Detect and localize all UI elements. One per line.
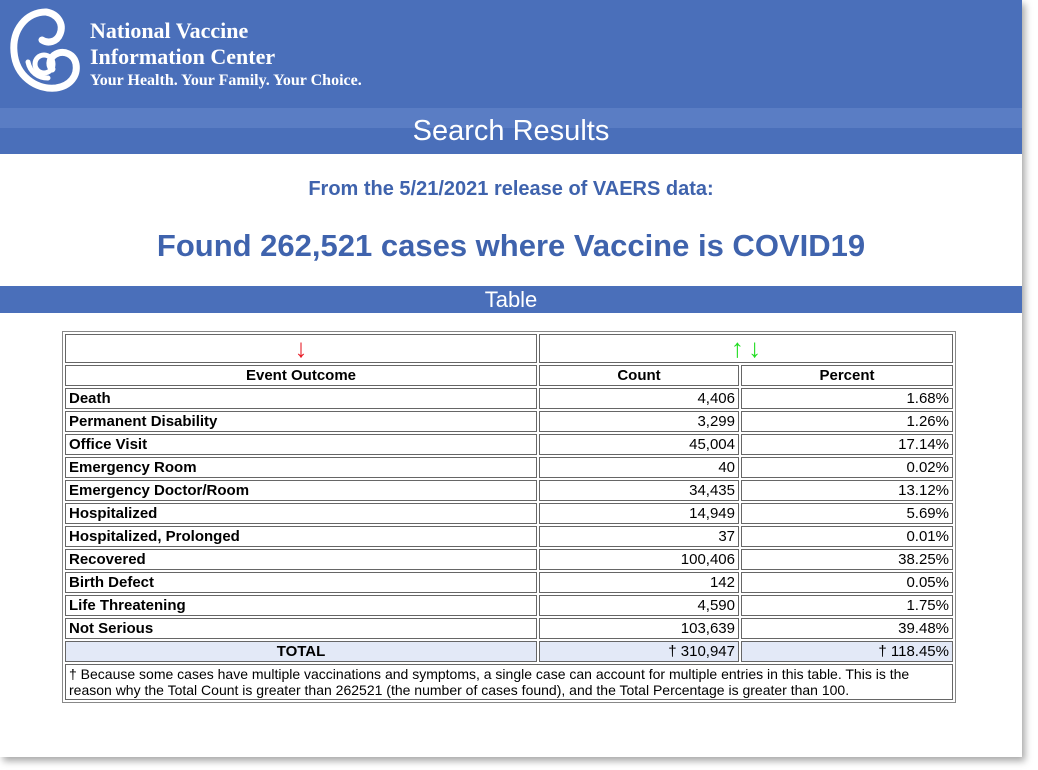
outcome-cell: Recovered (65, 549, 537, 570)
column-header-count: Count (539, 365, 739, 386)
org-branding[interactable] (90, 18, 362, 92)
mother-child-logo-icon[interactable] (6, 6, 82, 94)
count-cell: 40 (539, 457, 739, 478)
outcome-cell: Emergency Room (65, 457, 537, 478)
org-name-line2: Information Center (90, 44, 276, 69)
release-heading: From the 5/21/2021 release of VAERS data: (308, 178, 714, 200)
outcome-cell: Hospitalized (65, 503, 537, 524)
column-header-event-outcome: Event Outcome (65, 365, 537, 386)
count-cell: 100,406 (539, 549, 739, 570)
sort-descending-icon[interactable]: ↓ (748, 333, 762, 363)
outcome-cell: Emergency Doctor/Room (65, 480, 537, 501)
table-header-row (65, 365, 953, 386)
table-row (65, 388, 953, 409)
outcome-cell: Birth Defect (65, 572, 537, 593)
percent-cell: 17.14% (741, 434, 953, 455)
table-row (65, 618, 953, 639)
section-title-bar: Table (0, 286, 1022, 313)
percent-cell: 38.25% (741, 549, 953, 570)
footnote-text: † Because some cases have multiple vaccinations and symptoms, a single case can account for multiple entries in this table. This is the reason why the Total Count is greater than 262521 (the number of cases found), and the Total Percentage is greater than 100. (65, 664, 953, 700)
percent-cell: 0.05% (741, 572, 953, 593)
outcome-cell: Death (65, 388, 537, 409)
outcome-cell: Hospitalized, Prolonged (65, 526, 537, 547)
count-cell: 34,435 (539, 480, 739, 501)
table-row (65, 526, 953, 547)
table-row (65, 503, 953, 524)
count-cell: 142 (539, 572, 739, 593)
outcome-cell: Permanent Disability (65, 411, 537, 432)
count-cell: 4,590 (539, 595, 739, 616)
table-row (65, 549, 953, 570)
count-cell: 103,639 (539, 618, 739, 639)
column-header-percent: Percent (741, 365, 953, 386)
sort-ascending-icon[interactable]: ↑ (730, 333, 744, 363)
count-sort-cell (539, 334, 953, 363)
table-row (65, 572, 953, 593)
percent-cell: 5.69% (741, 503, 953, 524)
org-name-line1: National Vaccine (90, 18, 249, 43)
percent-cell: 0.01% (741, 526, 953, 547)
outcome-cell: TOTAL (65, 641, 537, 662)
site-header (0, 0, 1022, 108)
percent-cell: 39.48% (741, 618, 953, 639)
outcome-cell: Life Threatening (65, 595, 537, 616)
table-row (65, 434, 953, 455)
count-cell: 14,949 (539, 503, 739, 524)
count-cell: 3,299 (539, 411, 739, 432)
sort-controls-row (65, 334, 953, 363)
outcome-cell: Not Serious (65, 618, 537, 639)
percent-cell: † 118.45% (741, 641, 953, 662)
page-title: Search Results (412, 115, 610, 147)
percent-cell: 1.68% (741, 388, 953, 409)
outcome-cell: Office Visit (65, 434, 537, 455)
count-cell: † 310,947 (539, 641, 739, 662)
results-table (62, 331, 956, 703)
table-row (65, 411, 953, 432)
org-tagline: Your Health. Your Family. Your Choice. (90, 72, 362, 89)
table-row (65, 457, 953, 478)
percent-cell: 13.12% (741, 480, 953, 501)
outcome-sort-cell (65, 334, 537, 363)
count-cell: 45,004 (539, 434, 739, 455)
percent-cell: 1.26% (741, 411, 953, 432)
total-row (65, 641, 953, 662)
percent-cell: 0.02% (741, 457, 953, 478)
percent-cell: 1.75% (741, 595, 953, 616)
count-cell: 4,406 (539, 388, 739, 409)
count-cell: 37 (539, 526, 739, 547)
footnote-row (65, 664, 953, 700)
table-row (65, 480, 953, 501)
found-cases-heading: Found 262,521 cases where Vaccine is COVID19 (156, 228, 866, 263)
table-row (65, 595, 953, 616)
sort-descending-icon[interactable]: ↓ (294, 333, 308, 363)
page-title-bar (0, 108, 1022, 154)
